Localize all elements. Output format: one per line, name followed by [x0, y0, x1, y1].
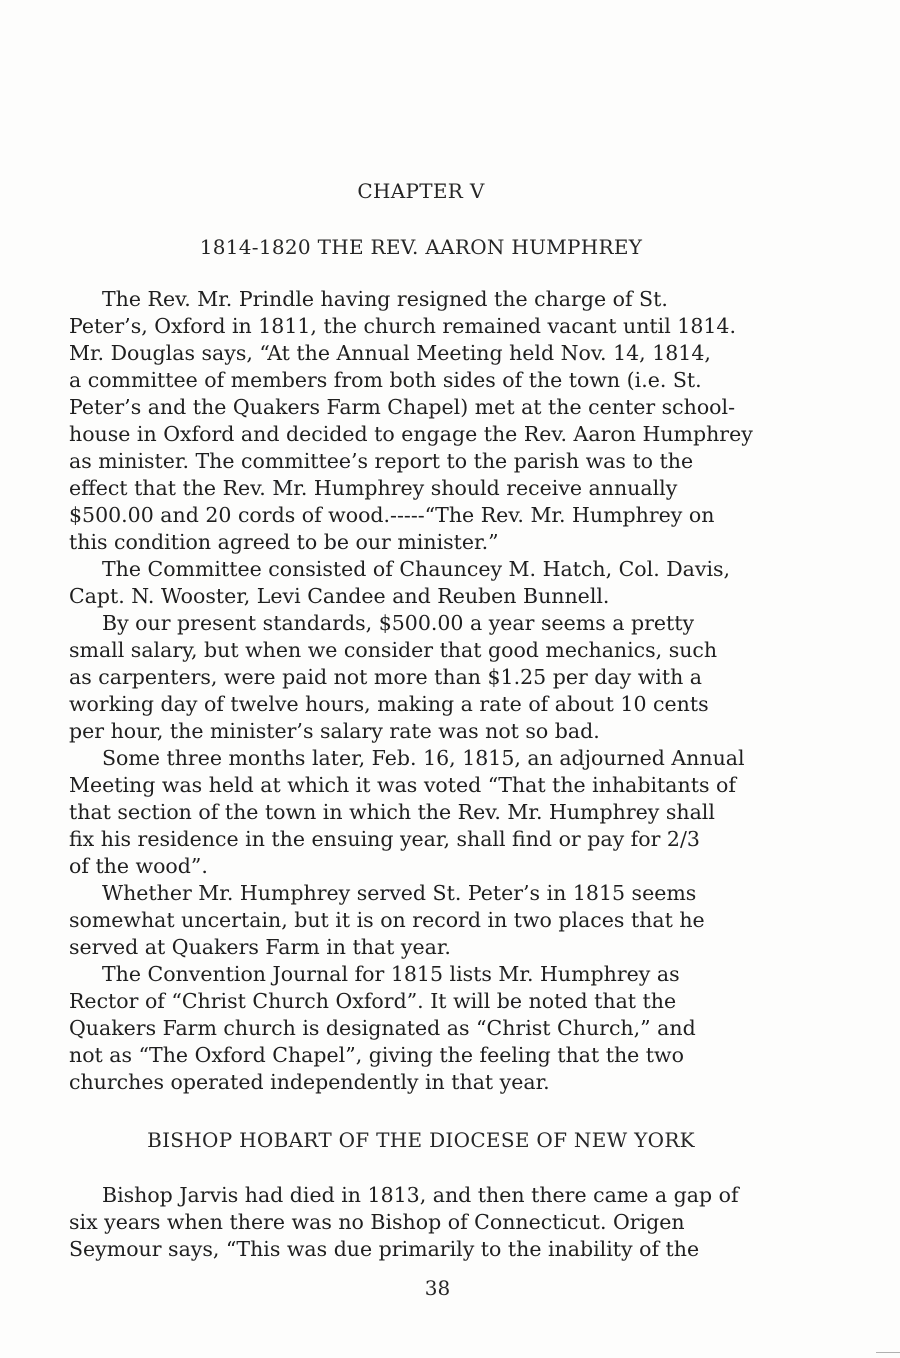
- text-line: served at Quakers Farm in that year.: [69, 935, 451, 959]
- text-line: Mr. Douglas says, “At the Annual Meeting held Nov. 14, 1814,: [69, 341, 711, 365]
- text-line: as carpenters, were paid not more than $1.25 per day with a: [69, 665, 703, 689]
- chapter-title: CHAPTER V: [357, 179, 485, 203]
- text-line: Meeting was held at which it was voted “That the inhabitants of: [69, 773, 736, 797]
- text-line: this condition agreed to be our minister.”: [69, 530, 499, 554]
- text-line: somewhat uncertain, but it is on record in two places that he: [69, 908, 705, 932]
- text-line: Bishop Jarvis had died in 1813, and then there came a gap of: [102, 1183, 739, 1207]
- text-line: The Rev. Mr. Prindle having resigned the charge of St.: [102, 287, 668, 311]
- text-line: Rector of “Christ Church Oxford”. It will be noted that the: [69, 989, 677, 1013]
- text-line: small salary, but when we consider that good mechanics, such: [69, 638, 718, 662]
- text-line: per hour, the minister’s salary rate was not so bad.: [69, 719, 600, 743]
- text-line: fix his residence in the ensuing year, shall find or pay for 2/3: [69, 827, 700, 851]
- text-line: The Convention Journal for 1815 lists Mr. Humphrey as: [102, 962, 680, 986]
- text-line: Peter’s and the Quakers Farm Chapel) met at the center school-: [69, 395, 736, 419]
- section-body-text: [69, 1182, 829, 1263]
- text-line: Capt. N. Wooster, Levi Candee and Reuben Bunnell.: [69, 584, 610, 608]
- text-line: Whether Mr. Humphrey served St. Peter’s in 1815 seems: [102, 881, 697, 905]
- text-line: Quakers Farm church is designated as “Christ Church,” and: [69, 1016, 696, 1040]
- text-line: not as “The Oxford Chapel”, giving the feeling that the two: [69, 1043, 684, 1067]
- text-line: effect that the Rev. Mr. Humphrey should receive annually: [69, 476, 678, 500]
- page-number: 38: [424, 1276, 451, 1300]
- text-line: that section of the town in which the Rev. Mr. Humphrey shall: [69, 800, 715, 824]
- chapter-subtitle: 1814-1820 THE REV. AARON HUMPHREY: [199, 235, 643, 259]
- text-line: a committee of members from both sides of the town (i.e. St.: [69, 368, 702, 392]
- chapter-body-text: [69, 286, 829, 1096]
- scan-edge-mark: [876, 1352, 900, 1353]
- text-line: six years when there was no Bishop of Connecticut. Origen: [69, 1210, 685, 1234]
- text-line: working day of twelve hours, making a rate of about 10 cents: [69, 692, 709, 716]
- text-line: house in Oxford and decided to engage the Rev. Aaron Humphrey: [69, 422, 753, 446]
- text-line: By our present standards, $500.00 a year seems a pretty: [102, 611, 695, 635]
- text-line: The Committee consisted of Chauncey M. Hatch, Col. Davis,: [102, 557, 731, 581]
- text-line: $500.00 and 20 cords of wood.-----“The Rev. Mr. Humphrey on: [69, 503, 715, 527]
- text-line: churches operated independently in that year.: [69, 1070, 550, 1094]
- text-line: of the wood”.: [69, 854, 208, 878]
- text-line: Peter’s, Oxford in 1811, the church remained vacant until 1814.: [69, 314, 736, 338]
- text-line: Seymour says, “This was due primarily to the inability of the: [69, 1237, 700, 1261]
- text-line: Some three months later, Feb. 16, 1815, an adjourned Annual: [102, 746, 745, 770]
- section-heading: BISHOP HOBART OF THE DIOCESE OF NEW YORK: [147, 1128, 695, 1152]
- text-line: as minister. The committee’s report to the parish was to the: [69, 449, 694, 473]
